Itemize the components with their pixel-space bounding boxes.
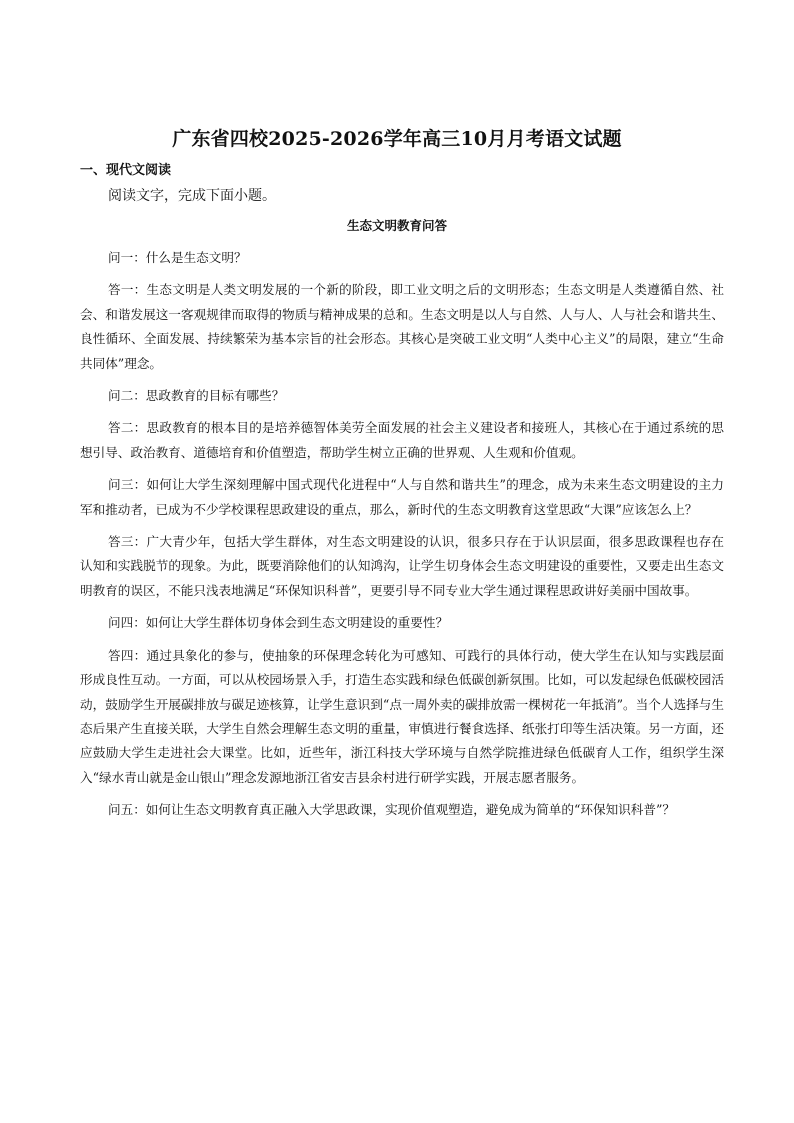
question-2: 问二：思政教育的目标有哪些？ — [108, 388, 285, 404]
answer-1: 答一：生态文明是人类文明发展的一个新的阶段，即工业文明之后的文明形态；生态文明是人类遵循自然、社会、和谐发展这一客观规律而取得的物质与精神成果的总和。生态文明是以人与自然、人与人、人与社会和谐共生、良性循环、全面发展、持续繁荣为基本宗旨的社会形态。其核心是突破工业文明“人类中心主义”的局限，建立“生命共同体”理念。 — [80, 282, 724, 371]
article-title: 生态文明教育问答 — [346, 218, 447, 233]
question-5: 问五：如何让生态文明教育真正融入大学思政课，实现价值观塑造，避免成为简单的“环保知识科普”？ — [108, 802, 676, 818]
answer-2: 答二：思政教育的根本目的是培养德智体美劳全面发展的社会主义建设者和接班人，其核心在于通过系统的思想引导、政治教育、道德培育和价值塑造，帮助学生树立正确的世界观、人生观和价值观。 — [80, 420, 724, 460]
article-body — [80, 246, 724, 831]
question-4: 问四：如何让大学生群体切身体会到生态文明建设的重要性？ — [108, 615, 449, 631]
answer-3: 答三：广大青少年，包括大学生群体，对生态文明建设的认识，很多只存在于认识层面，很多思政课程也存在认知和实践脱节的现象。为此，既要消除他们的认知鸿沟，让学生切身体会生态文明建设的重要性，又要走出生态文明教育的误区，不能只浅表地满足“环保知识科普”，更要引导不同专业大学生通过课程思政讲好美丽中国故事。 — [80, 534, 724, 598]
question-3: 问三：如何让大学生深刻理解中国式现代化进程中“人与自然和谐共生”的理念，成为未来生态文明建设的主力军和推动者，已成为不少学校课程思政建设的重点，那么，新时代的生态文明教育这堂思政“大课”应该怎么上？ — [80, 477, 724, 517]
document-title: 广东省四校2025-2026学年高三10月月考语文试题 — [172, 128, 622, 150]
section-heading: 一、现代文阅读 — [80, 163, 172, 178]
answer-4: 答四：通过具象化的参与，使抽象的环保理念转化为可感知、可践行的具体行动，使大学生在认知与实践层面形成良性互动。一方面，可以从校园场景入手，打造生态实践和绿色低碳创新氛围。比如，可以发起绿色低碳校园活动，鼓励学生开展碳排放与碳足迹核算，让学生意识到“点一周外卖的碳排放需一棵树花一年抵消”。当个人选择与生态后果产生直接关联，大学生自然会理解生态文明的重量，审慎进行餐食选择、纸张打印等生活决策。另一方面，还应鼓励大学生走进社会大课堂。比如，近些年，浙江科技大学环境与自然学院推进绿色低碳育人工作，组织学生深入“绿水青山就是金山银山”理念发源地浙江省安吉县余村进行研学实践，开展志愿者服务。 — [80, 647, 724, 785]
reading-instruction: 阅读文字，完成下面小题。 — [108, 188, 276, 204]
question-1: 问一：什么是生态文明？ — [108, 250, 247, 265]
